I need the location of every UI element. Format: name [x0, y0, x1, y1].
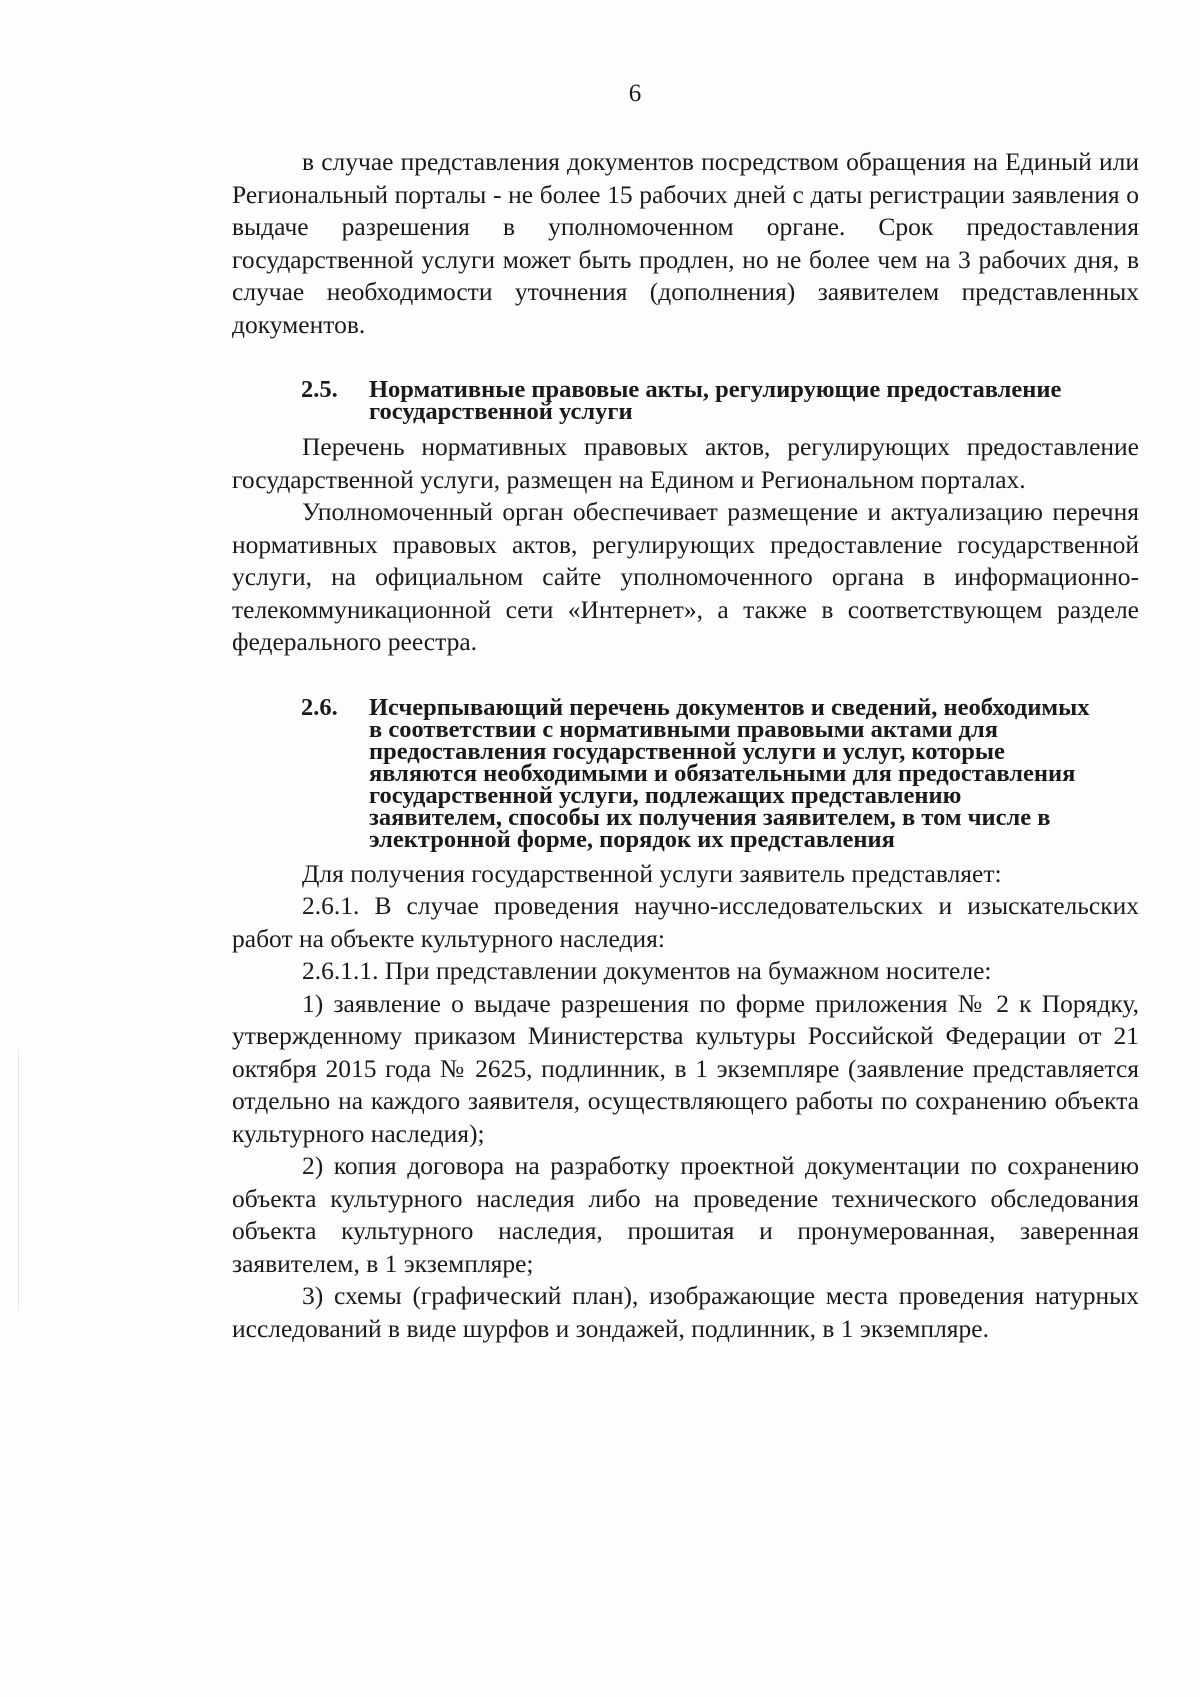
list-item-3: 3) схемы (графический план), изображающие места проведения натурных исследований в виде шурфов и зондажей, подлинник, в 1 экземпляре. [232, 1281, 1139, 1343]
section-title: Нормативные правовые акты, регулирующие предоставление государственной услуги [369, 376, 1062, 425]
paragraph-term-portal: в случае представления документов посредством обращения на Единый или Региональный порталы - не более 15 рабочих дней с даты регистрации заявления о выдаче разрешения в уполномоченном органе. Срок предоставления государственной услуги может быть продлен, но не более чем на 3 рабочих дня, в случае необходимости уточнения (дополнения) заявителем представленных документов. [232, 147, 1139, 339]
section-number: 2.6. [301, 693, 338, 721]
paragraph-applicant-provides: Для получения государственной услуги заявитель представляет: [302, 858, 1002, 888]
paragraph-2-6-1: 2.6.1. В случае проведения научно-исследовательских и изыскательских работ на объекте культурного наследия: [232, 891, 1139, 953]
paragraph-2-6-1-1: 2.6.1.1. При представлении документов на бумажном носителе: [302, 956, 992, 985]
list-item-2: 2) копия договора на разработку проектной документации по сохранению объекта культурного наследия либо на проведение технического обследования объекта культурного наследия, прошитая и пронумерованная, заверенная заявителем, в 1 экземпляре; [232, 1151, 1139, 1278]
section-2-5-heading [232, 376, 1139, 425]
document-body [232, 146, 1139, 1345]
section-title: Исчерпывающий перечень документов и сведений, необходимых в соответствии с нормативными правовыми актами для предоставления государственной услуги и услуг, которые являются необходимыми и обязательными для предоставления государственной услуги, подлежащих представлению заявителем, способы их получения заявителем, в том числе в электронной форме, порядок их представления [369, 693, 1090, 853]
list-item-1: 1) заявление о выдаче разрешения по форме приложения № 2 к Порядку, утвержденному приказом Министерства культуры Российской Федерации от 21 октября 2015 года № 2625, подлинник, в 1 экземпляре (заявление представляется отдельно на каждого заявителя, осуществляющего работы по сохранению объекта культурного наследия); [232, 988, 1139, 1148]
section-number: 2.5. [301, 376, 338, 403]
section-2-6-heading [232, 693, 1139, 853]
paragraph-authority-publishes: Уполномоченный орган обеспечивает размещение и актуализацию перечня нормативных правовых актов, регулирующих предоставление государственной услуги, на официальном сайте уполномоченного органа в информационно-телекоммуникационной сети «Интернет», а также в соответствующем разделе федерального реестра. [232, 497, 1139, 656]
scan-artifact [18, 1050, 19, 1310]
paragraph-legal-acts-list: Перечень нормативных правовых актов, регулирующих предоставление государственной услуги, размещен на Едином и Региональном порталах. [232, 432, 1139, 494]
page-number: 6 [628, 80, 642, 107]
